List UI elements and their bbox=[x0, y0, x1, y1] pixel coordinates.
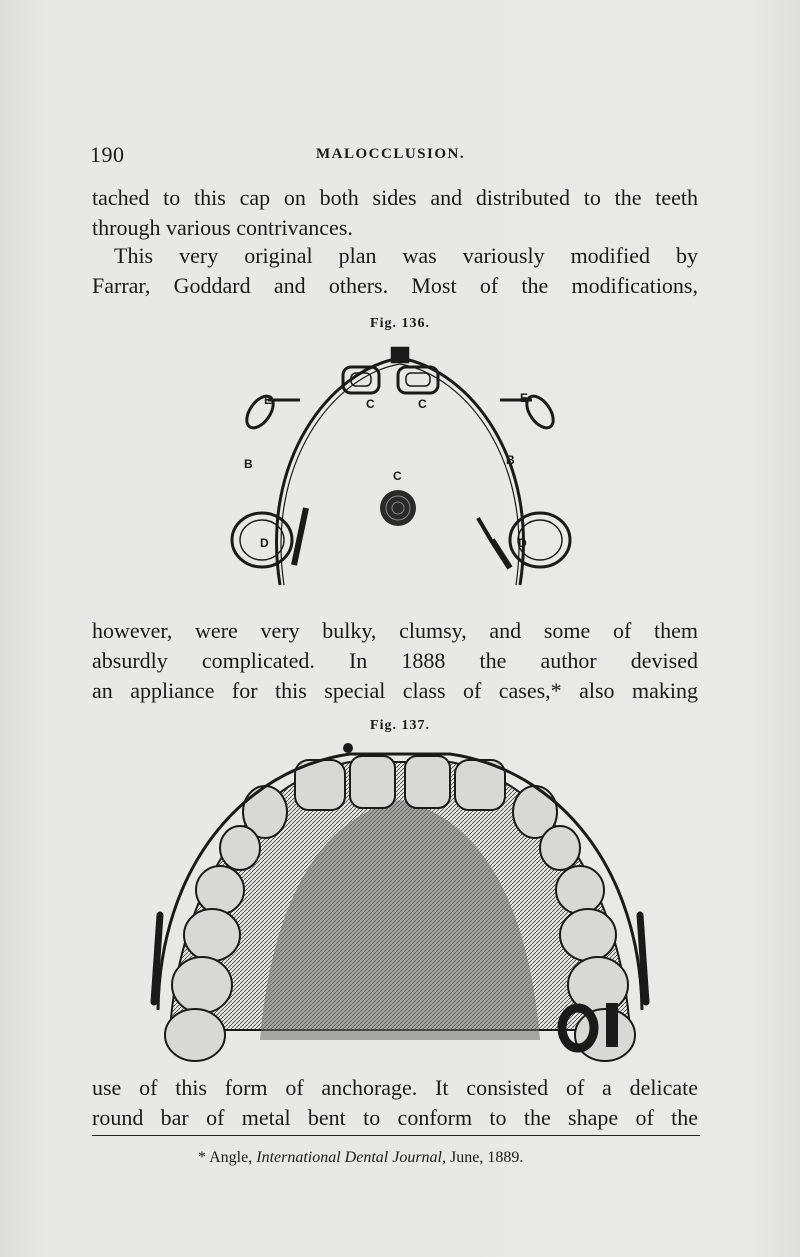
label-d: D bbox=[518, 536, 527, 550]
footnote-journal: International Dental Journal, bbox=[256, 1149, 446, 1166]
figure-137-caption: Fig. 137. bbox=[370, 718, 430, 733]
page-header bbox=[90, 142, 700, 172]
text-line: use of this form of anchorage. It consisted of a delicate bbox=[92, 1075, 698, 1100]
running-head: MALOCCLUSION. bbox=[316, 146, 466, 162]
label-c: C bbox=[393, 469, 402, 483]
label-d: D bbox=[260, 536, 269, 550]
text-line: round bar of metal bent to conform to the shape of the bbox=[92, 1105, 698, 1130]
figure-136-illustration bbox=[220, 340, 580, 600]
footnote-rule bbox=[92, 1135, 700, 1136]
text-line: This very original plan was variously modified by bbox=[114, 243, 698, 268]
text-line: absurdly complicated. In 1888 the author devised bbox=[92, 648, 698, 673]
label-e: E bbox=[520, 391, 529, 405]
text-line: an appliance for this special class of cases,* also making bbox=[92, 678, 698, 703]
figure-137-illustration bbox=[140, 740, 660, 1070]
footnote bbox=[198, 1149, 523, 1167]
text-line: Farrar, Goddard and others. Most of the modifications, bbox=[92, 273, 698, 298]
footnote-marker: * bbox=[198, 1149, 206, 1166]
text-line: tached to this cap on both sides and distributed to the teeth bbox=[92, 185, 698, 210]
page-number: 190 bbox=[90, 142, 125, 167]
label-e: E bbox=[264, 393, 273, 407]
label-b: B bbox=[244, 457, 253, 471]
label-b: B bbox=[506, 453, 515, 467]
paragraph-2 bbox=[92, 241, 698, 301]
text-line: however, were very bulky, clumsy, and some of them bbox=[92, 618, 698, 643]
paragraph-1 bbox=[92, 183, 698, 243]
paragraph-3 bbox=[92, 616, 698, 706]
label-c: C bbox=[366, 397, 375, 411]
paragraph-4 bbox=[92, 1073, 698, 1133]
footnote-date: June, 1889. bbox=[450, 1149, 524, 1166]
text-line: through various contrivances. bbox=[92, 215, 353, 240]
figure-136-caption: Fig. 136. bbox=[370, 316, 430, 331]
label-c: C bbox=[418, 397, 427, 411]
footnote-author: Angle, bbox=[209, 1149, 253, 1166]
